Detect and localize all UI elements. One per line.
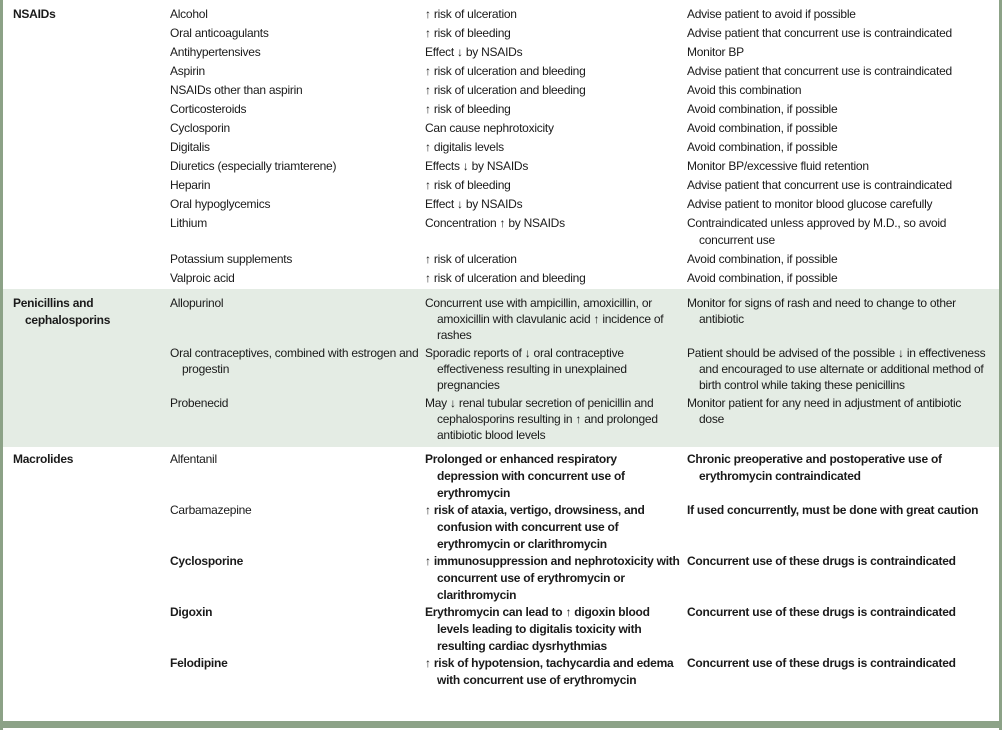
recommendation-cell: Concurrent use of these drugs is contraindicated [687, 656, 956, 670]
effect-cell: ↑ immunosuppression and nephrotoxicity with concurrent use of erythromycin or clarithromycin [425, 554, 680, 602]
effect-cell: May ↓ renal tubular secretion of penicillin and cephalosporins resulting in ↑ and prolonged antibiotic blood levels [425, 396, 658, 442]
effect-cell: ↑ risk of hypotension, tachycardia and edema with concurrent use of erythromycin [425, 656, 674, 687]
drug-class-label: Macrolides [13, 452, 74, 466]
effect-cell: Concurrent use with ampicillin, amoxicillin, or amoxicillin with clavulanic acid ↑ incidence of rashes [425, 296, 664, 342]
recommendation-cell: Avoid combination, if possible [687, 252, 838, 266]
drug-cell: Digitalis [170, 140, 210, 154]
drug-cell: Oral hypoglycemics [170, 197, 271, 211]
recommendation-cell: Contraindicated unless approved by M.D., so avoid concurrent use [687, 216, 947, 247]
drug-cell: Oral anticoagulants [170, 26, 269, 40]
drug-cell: Probenecid [170, 396, 229, 410]
section-macrolides [3, 447, 999, 689]
interaction-row [170, 655, 993, 689]
effect-cell: ↑ risk of bleeding [425, 178, 511, 192]
effect-cell: Effect ↓ by NSAIDs [425, 45, 523, 59]
drug-cell: Diuretics (especially triamterene) [170, 159, 337, 173]
recommendation-cell: If used concurrently, must be done with great caution [687, 503, 979, 517]
recommendation-cell: Patient should be advised of the possible ↓ in effectiveness and encouraged to use alternate or additional method of birth control while taking these penicillins [687, 346, 986, 392]
effect-cell: Sporadic reports of ↓ oral contraceptive effectiveness resulting in unexplained pregnancies [425, 346, 627, 392]
interaction-row [170, 345, 993, 393]
drug-cell: Allopurinol [170, 296, 224, 310]
effect-cell: ↑ risk of bleeding [425, 102, 511, 116]
recommendation-cell: Advise patient that concurrent use is contraindicated [687, 26, 952, 40]
section-nsaids [3, 0, 999, 289]
interaction-row [170, 25, 993, 42]
drug-cell: Valproic acid [170, 271, 235, 285]
recommendation-cell: Advise patient to monitor blood glucose carefully [687, 197, 933, 211]
interaction-row [170, 295, 993, 343]
effect-cell: ↑ risk of bleeding [425, 26, 511, 40]
effect-cell: ↑ risk of ataxia, vertigo, drowsiness, and confusion with concurrent use of erythromycin or clarithromycin [425, 503, 645, 551]
drug-class-label: Penicillins and cephalosporins [13, 296, 111, 327]
drug-cell: Heparin [170, 178, 211, 192]
effect-cell: Prolonged or enhanced respiratory depression with concurrent use of erythromycin [425, 452, 625, 500]
recommendation-cell: Avoid combination, if possible [687, 140, 838, 154]
table-bottom-border [3, 721, 999, 728]
drug-class-label: NSAIDs [13, 7, 56, 21]
section-rows [170, 451, 993, 689]
interaction-row [170, 251, 993, 268]
recommendation-cell: Concurrent use of these drugs is contraindicated [687, 554, 956, 568]
effect-cell: Effect ↓ by NSAIDs [425, 197, 523, 211]
effect-cell: Erythromycin can lead to ↑ digoxin blood levels leading to digitalis toxicity with resulting cardiac dysrhythmias [425, 605, 650, 653]
recommendation-cell: Chronic preoperative and postoperative use of erythromycin contraindicated [687, 452, 942, 483]
recommendation-cell: Monitor BP [687, 45, 744, 59]
effect-cell: ↑ risk of ulceration [425, 7, 517, 21]
recommendation-cell: Avoid this combination [687, 83, 802, 97]
drug-cell: NSAIDs other than aspirin [170, 83, 303, 97]
section-rows [170, 295, 993, 443]
drug-cell: Carbamazepine [170, 503, 252, 517]
drug-cell: Cyclosporin [170, 121, 230, 135]
drug-cell: Aspirin [170, 64, 205, 78]
drug-cell: Digoxin [170, 605, 213, 619]
interaction-row [170, 120, 993, 137]
interaction-row [170, 44, 993, 61]
drug-cell: Alcohol [170, 7, 208, 21]
interaction-row [170, 502, 993, 553]
interaction-row [170, 139, 993, 156]
drug-cell: Corticosteroids [170, 102, 247, 116]
interaction-row [170, 270, 993, 287]
recommendation-cell: Monitor patient for any need in adjustment of antibiotic dose [687, 396, 962, 426]
recommendation-cell: Avoid combination, if possible [687, 271, 838, 285]
interaction-row [170, 177, 993, 194]
interaction-row [170, 196, 993, 213]
recommendation-cell: Advise patient to avoid if possible [687, 7, 856, 21]
effect-cell: ↑ risk of ulceration and bleeding [425, 271, 586, 285]
recommendation-cell: Avoid combination, if possible [687, 102, 838, 116]
interaction-row [170, 6, 993, 23]
recommendation-cell: Concurrent use of these drugs is contraindicated [687, 605, 956, 619]
interaction-row [170, 158, 993, 175]
table-sections [3, 0, 999, 689]
section-rows [170, 6, 993, 289]
effect-cell: ↑ risk of ulceration [425, 252, 517, 266]
interaction-row [170, 451, 993, 502]
drug-cell: Felodipine [170, 656, 228, 670]
drug-cell: Oral contraceptives, combined with estrogen and progestin [170, 346, 419, 376]
drug-cell: Antihypertensives [170, 45, 261, 59]
interaction-row [170, 63, 993, 80]
recommendation-cell: Monitor for signs of rash and need to change to other antibiotic [687, 296, 956, 326]
effect-cell: Can cause nephrotoxicity [425, 121, 554, 135]
drug-cell: Potassium supplements [170, 252, 293, 266]
effect-cell: Concentration ↑ by NSAIDs [425, 216, 565, 230]
interaction-row [170, 215, 993, 249]
effect-cell: ↑ digitalis levels [425, 140, 504, 154]
interaction-row [170, 395, 993, 443]
recommendation-cell: Advise patient that concurrent use is contraindicated [687, 64, 952, 78]
recommendation-cell: Avoid combination, if possible [687, 121, 838, 135]
drug-cell: Alfentanil [170, 452, 217, 466]
recommendation-cell: Advise patient that concurrent use is contraindicated [687, 178, 952, 192]
section-penicillins-cephalosporins [3, 289, 999, 447]
interaction-row [170, 604, 993, 655]
effect-cell: Effects ↓ by NSAIDs [425, 159, 529, 173]
drug-cell: Lithium [170, 216, 207, 230]
effect-cell: ↑ risk of ulceration and bleeding [425, 83, 586, 97]
drug-cell: Cyclosporine [170, 554, 244, 568]
interaction-row [170, 101, 993, 118]
interaction-row [170, 82, 993, 99]
recommendation-cell: Monitor BP/excessive fluid retention [687, 159, 869, 173]
interaction-row [170, 553, 993, 604]
effect-cell: ↑ risk of ulceration and bleeding [425, 64, 586, 78]
